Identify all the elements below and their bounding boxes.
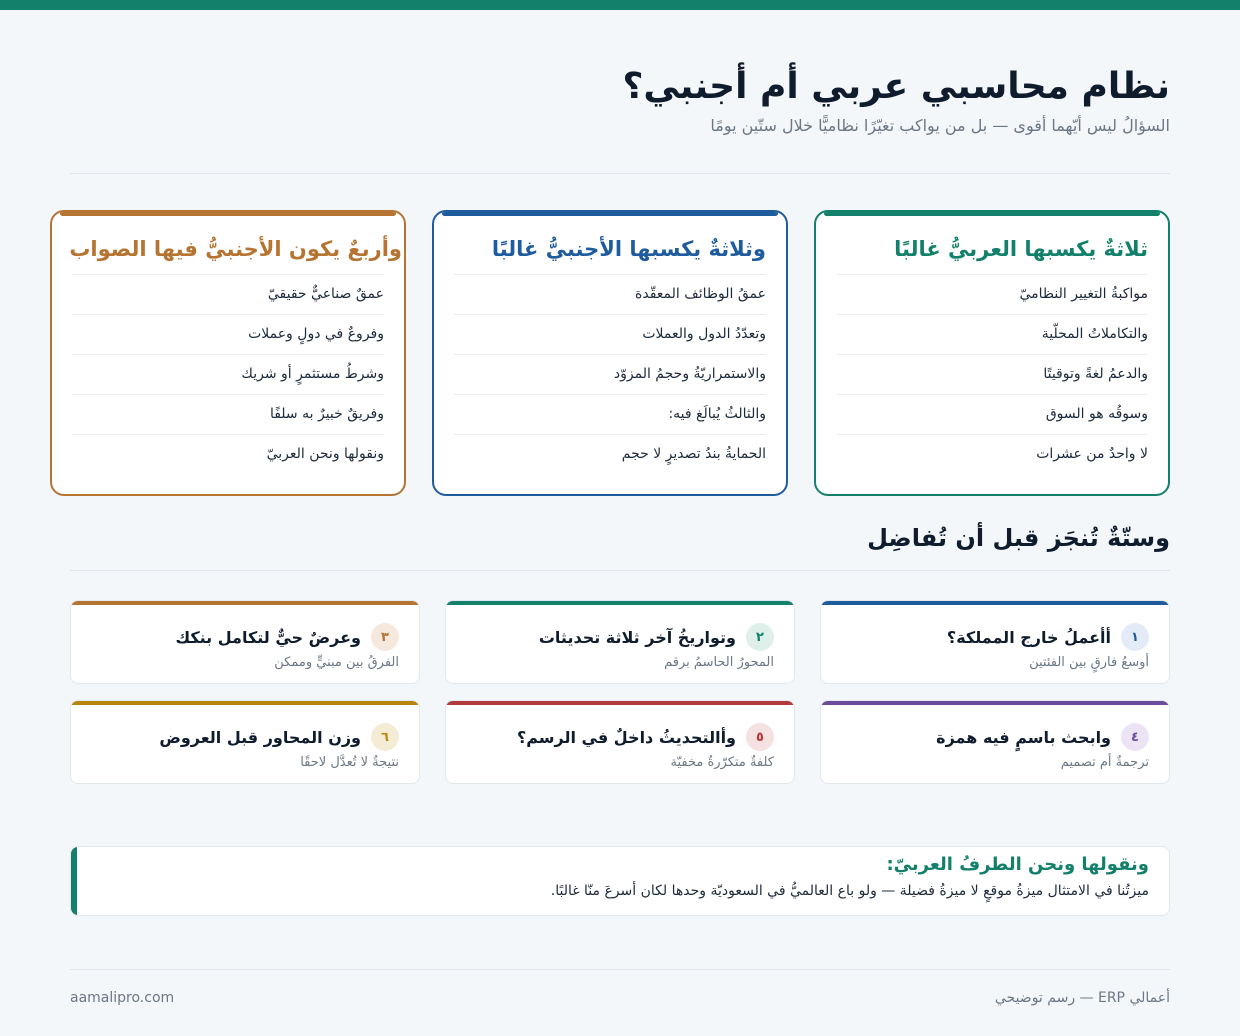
step-accent: [821, 601, 1169, 605]
step-card: [445, 600, 795, 684]
card-cap: [824, 211, 1160, 216]
callout-quote: [70, 846, 1170, 916]
list-item: والتكاملاتُ المحلّية: [836, 314, 1148, 354]
divider: [70, 173, 1170, 174]
list-item: مواكبةُ التغيير النظاميّ: [836, 274, 1148, 314]
section-title: وستّةٌ تُنجَز قبل أن تُفاضِل: [867, 524, 1170, 552]
step-desc: أوسعُ فارقٍ بين الفئتين: [1029, 655, 1149, 670]
card-cap: [60, 211, 396, 216]
step-number-badge: ٦: [371, 723, 399, 751]
step-title: أأعملُ خارج المملكة؟: [946, 627, 1111, 647]
step-title: وتواريخُ آخر ثلاثة تحديثات: [538, 627, 736, 647]
list-item: والثالثُ يُبالَغ فيه:: [454, 394, 766, 434]
card-list: [72, 274, 384, 474]
list-item: وسوقُه هو السوق: [836, 394, 1148, 434]
card-title: وثلاثةٌ يكسبها الأجنبيُّ غالبًا: [491, 237, 766, 261]
step-card: [820, 600, 1170, 684]
quote-title: ونقولها ونحن الطرفُ العربيّ:: [886, 854, 1149, 875]
divider: [70, 969, 1170, 970]
step-number-badge: ٤: [1121, 723, 1149, 751]
step-desc: الفرقُ بين مبنيٍّ وممكن: [274, 655, 399, 670]
card-list: [836, 274, 1148, 474]
list-item: وتعدّدُ الدول والعملات: [454, 314, 766, 354]
list-item: ونقولها ونحن العربيّ: [72, 434, 384, 474]
list-item: وفروعٌ في دولٍ وعملات: [72, 314, 384, 354]
step-number-badge: ١: [1121, 623, 1149, 651]
list-item: الحمايةُ بندُ تصديرٍ لا حجم: [454, 434, 766, 474]
step-accent: [446, 601, 794, 605]
step-number-badge: ٢: [746, 623, 774, 651]
card-cap: [442, 211, 778, 216]
card-title: وأربعٌ يكون الأجنبيُّ فيها الصواب: [69, 237, 402, 261]
step-card: [820, 700, 1170, 784]
step-title: وابحث باسمٍ فيه همزة: [936, 727, 1111, 747]
page-header: [70, 64, 1170, 135]
card-arabic-wins: [814, 210, 1170, 496]
step-card: [70, 600, 420, 684]
step-accent: [71, 701, 419, 705]
card-foreign-correct: [50, 210, 406, 496]
step-title: وعرضٌ حيٌّ لتكامل بنكك: [175, 627, 361, 647]
steps-grid: [70, 600, 1170, 784]
card-foreign-wins: [432, 210, 788, 496]
step-desc: المحورُ الحاسمُ برقم: [664, 655, 774, 670]
divider: [70, 570, 1170, 571]
list-item: عمقٌ صناعيٌّ حقيقيّ: [72, 274, 384, 314]
list-item: لا واحدٌ من عشرات: [836, 434, 1148, 474]
card-title: ثلاثةٌ يكسبها العربيُّ غالبًا: [894, 237, 1148, 261]
footer-website: aamalipro.com: [70, 990, 175, 1006]
list-item: والاستمراريّةُ وحجمُ المزوّد: [454, 354, 766, 394]
step-accent: [71, 601, 419, 605]
step-card: [70, 700, 420, 784]
list-item: وفريقٌ خبيرٌ به سلفًا: [72, 394, 384, 434]
top-accent-bar: [0, 0, 1240, 10]
step-number-badge: ٥: [746, 723, 774, 751]
list-item: عمقُ الوظائف المعقّدة: [454, 274, 766, 314]
page-title: نظام محاسبي عربي أم أجنبي؟: [622, 66, 1170, 107]
card-list: [454, 274, 766, 474]
step-desc: نتيجةٌ لا تُعدَّل لاحقًا: [300, 755, 399, 770]
footer-credit: أعمالي ERP — رسم توضيحي: [994, 990, 1170, 1006]
comparison-cards: [50, 210, 1170, 496]
quote-body: ميزتُنا في الامتثال ميزةُ موقعٍ لا ميزةُ فضيلة — ولو باع العالميُّ في السعوديّة وحدها لكان أسرعَ منّا غالبًا.: [550, 883, 1149, 899]
page-subtitle: السؤالُ ليس أيّهما أقوى — بل من يواكب تغيّرًا نظاميًّا خلال ستّين يومًا: [710, 116, 1170, 135]
list-item: والدعمُ لغةً وتوقيتًا: [836, 354, 1148, 394]
step-card: [445, 700, 795, 784]
step-desc: كلفةٌ متكرّرةٌ مخفيّة: [670, 755, 774, 770]
step-accent: [821, 701, 1169, 705]
step-desc: ترجمةٌ أم تصميم: [1060, 755, 1149, 770]
list-item: وشرطُ مستثمرٍ أو شريك: [72, 354, 384, 394]
step-number-badge: ٣: [371, 623, 399, 651]
step-title: وزن المحاور قبل العروض: [159, 727, 361, 747]
quote-accent-bar: [71, 847, 77, 915]
step-accent: [446, 701, 794, 705]
step-title: وأالتحديثُ داخلٌ في الرسم؟: [516, 727, 736, 747]
